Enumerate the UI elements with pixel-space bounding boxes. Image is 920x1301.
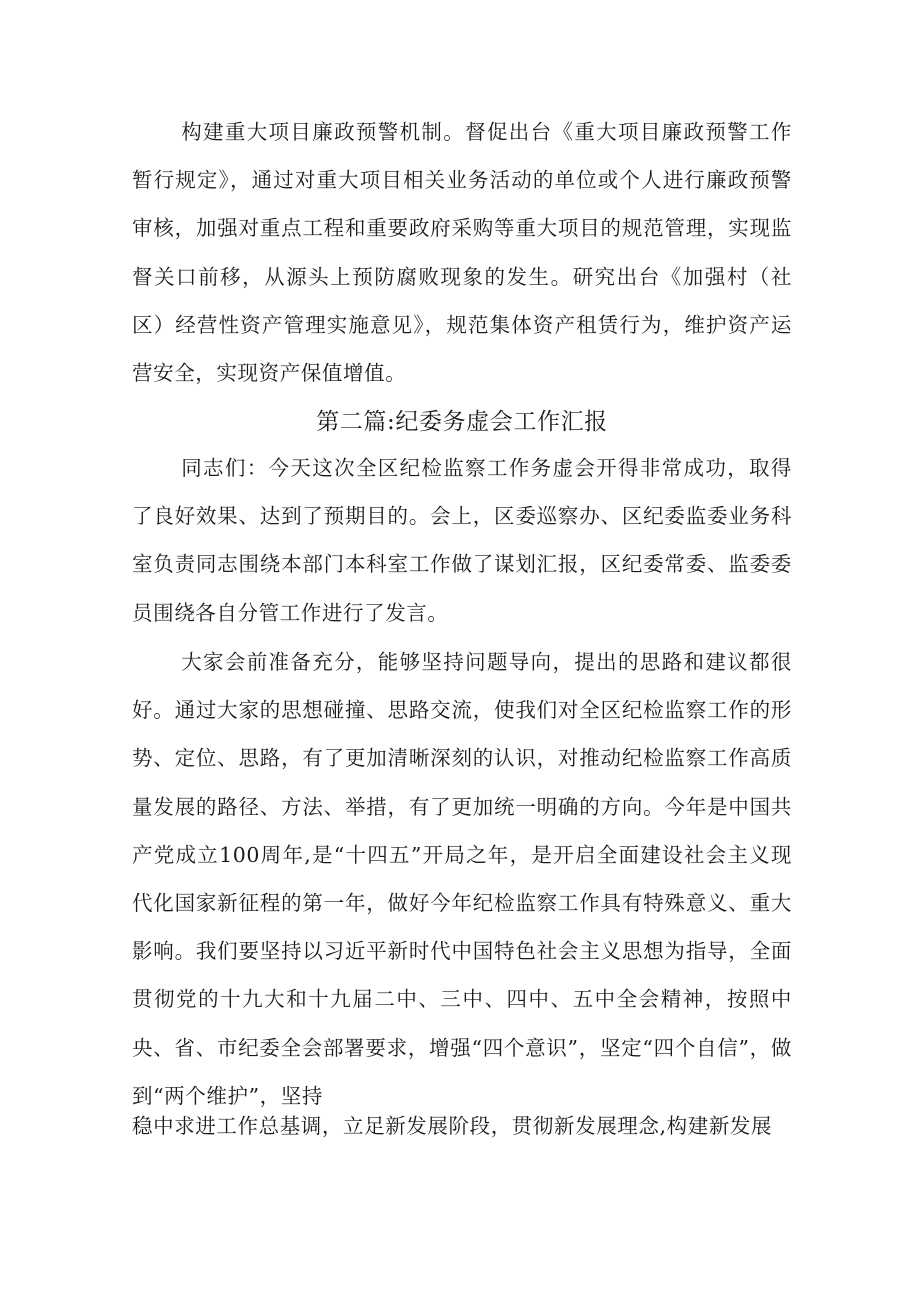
paragraph-text: 同志们：今天这次全区纪检监察工作务虚会开得非常成功，取得了良好效果、达到了预期目的。会上，区委巡察办、区纪委监委业务科室负责同志围绕本部门本科室工作做了谋划汇报，区纪委常委、监委委员围绕各自分管工作进行了发言。 [132,456,792,625]
paragraph-project-warning [132,108,792,397]
paragraph-opening-remarks [132,444,792,637]
paragraph-text: 构建重大项目廉政预警机制。督促出台《重大项目廉政预警工作暂行规定》，通过对重大项目相关业务活动的单位或个人进行廉政预警审核，加强对重点工程和重要政府采购等重大项目的规范管理，实现监督关口前移，从源头上预防腐败现象的发生。研究出台《加强村（社区）经营性资产管理实施意见》，规范集体资产租赁行为，维护资产运营安全，实现资产保值增值。 [132,120,792,386]
paragraph-text: 大家会前准备充分，能够坚持问题导向，提出的思路和建议都很好。通过大家的思想碰撞、思路交流，使我们对全区纪检监察工作的形势、定位、思路，有了更加清晰深刻的认识，对推动纪检监察工作高质量发展的路径、方法、举措，有了更加统一明确的方向。今年是中国共产党成立100周年,是“十四五”开局之年，是开启全面建设社会主义现代化国家新征程的第一年，做好今年纪检监察工作具有特殊意义、重大影响。我们要坚持以习近平新时代中国特色社会主义思想为指导，全面贯彻党的十九大和十九届二中、三中、四中、五中全会精神，按照中央、省、市纪委全会部署要求，增强“四个意识”，坚定“四个自信”，做到“两个维护”，坚持 [132,650,792,1108]
section-heading: 第二篇:纪委务虚会工作汇报 [316,409,608,435]
paragraph-continuation [132,1102,792,1150]
paragraph-preparation [132,638,792,1120]
paragraph-text: 稳中求进工作总基调，立足新发展阶段，贯彻新发展理念,构建新发展 [132,1114,773,1138]
